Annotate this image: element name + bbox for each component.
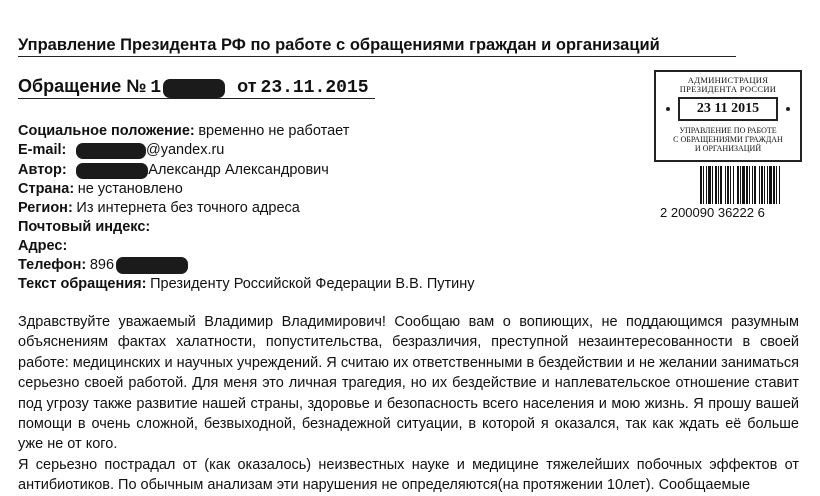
stamp-top-line: ПРЕЗИДЕНТА РОССИИ bbox=[679, 84, 777, 94]
body-paragraph: Я серьезно пострадал от (как оказалось) неизвестных науке и медицине тяжелейших побочных эффектов от антибиотиков. По обычным анализам эти нарушения не определяются(на протяжении 10лет). Сообщаемые bbox=[18, 456, 799, 494]
field-value: 896 bbox=[89, 257, 115, 273]
field-label: Регион: bbox=[18, 200, 73, 216]
barcode-image bbox=[700, 166, 804, 204]
redaction-mark bbox=[116, 257, 188, 274]
stamp-date: 23 11 2015 bbox=[678, 97, 778, 121]
appeal-heading bbox=[18, 76, 375, 99]
field-author bbox=[18, 162, 329, 182]
appeal-date: 23.11.2015 bbox=[260, 78, 369, 98]
field-value: @yandex.ru bbox=[145, 142, 225, 158]
field-phone bbox=[18, 257, 188, 277]
field-email bbox=[18, 142, 224, 162]
field-label: Адрес: bbox=[18, 238, 68, 254]
field-address bbox=[18, 238, 67, 258]
barcode-number: 2 200090 36222 6 bbox=[660, 205, 765, 220]
field-value: Президенту Российской Федерации В.В. Путину bbox=[150, 276, 475, 292]
stamp-dot bbox=[786, 107, 790, 111]
field-appeal-text bbox=[18, 276, 475, 296]
field-country bbox=[18, 181, 183, 201]
field-region bbox=[18, 200, 300, 220]
body-paragraph: Здравствуйте уважаемый Владимир Владимирович! Сообщаю вам о вопиющих, не поддающимся разумным объяснениям фактах халатности, попустительства, безразличия, преступной незаинтересованности в своей работе: медицинских и научных учреждений. Я считаю их ответственными в бездействии и не желании заниматься серьезно своей работой. Для меня это личная трагедия, но их бездействие и наплевательское отношение ставит под угрозу также развитие нашей страны, здоровье и безопасность всего населения и мою жизнь. Я прошу вашей помощи в очень сложной, безвыходной, безнадежной ситуации, в которой я оказался, так как ждать её больше уже не от кого. bbox=[18, 314, 799, 453]
field-social-status bbox=[18, 123, 349, 143]
field-value: временно не работает bbox=[198, 123, 350, 139]
stamp-dot bbox=[666, 107, 670, 111]
field-label: Почтовый индекс: bbox=[18, 219, 151, 235]
field-label: Страна: bbox=[18, 181, 75, 197]
appeal-from: от bbox=[237, 76, 257, 96]
field-label: Автор: bbox=[18, 162, 67, 178]
appeal-label: Обращение № bbox=[18, 76, 147, 96]
appeal-body bbox=[18, 312, 799, 496]
field-value: Из интернета без точного адреса bbox=[76, 200, 300, 216]
field-postal-code bbox=[18, 219, 150, 239]
field-label: E-mail: bbox=[18, 142, 67, 158]
redaction-mark bbox=[76, 143, 146, 159]
stamp-bottom-line: И ОРГАНИЗАЦИЙ bbox=[694, 144, 762, 153]
field-label: Телефон: bbox=[18, 257, 87, 273]
registration-stamp bbox=[654, 70, 802, 162]
field-value: не установлено bbox=[77, 181, 183, 197]
redaction-mark bbox=[163, 79, 225, 98]
redaction-mark bbox=[76, 163, 148, 179]
field-label: Социальное положение: bbox=[18, 123, 195, 139]
stamp-bottom-line: С ОБРАЩЕНИЯМИ ГРАЖДАН bbox=[673, 135, 783, 144]
appeal-number: 1 bbox=[150, 78, 162, 98]
field-value: Александр Александрович bbox=[148, 162, 329, 178]
stamp-bottom-line: УПРАВЛЕНИЕ ПО РАБОТЕ bbox=[679, 126, 777, 135]
org-title: Управление Президента РФ по работе с обращениями граждан и организаций bbox=[18, 36, 736, 57]
stamp-top-line: АДМИНИСТРАЦИЯ bbox=[687, 75, 769, 85]
field-label: Текст обращения: bbox=[18, 276, 147, 292]
